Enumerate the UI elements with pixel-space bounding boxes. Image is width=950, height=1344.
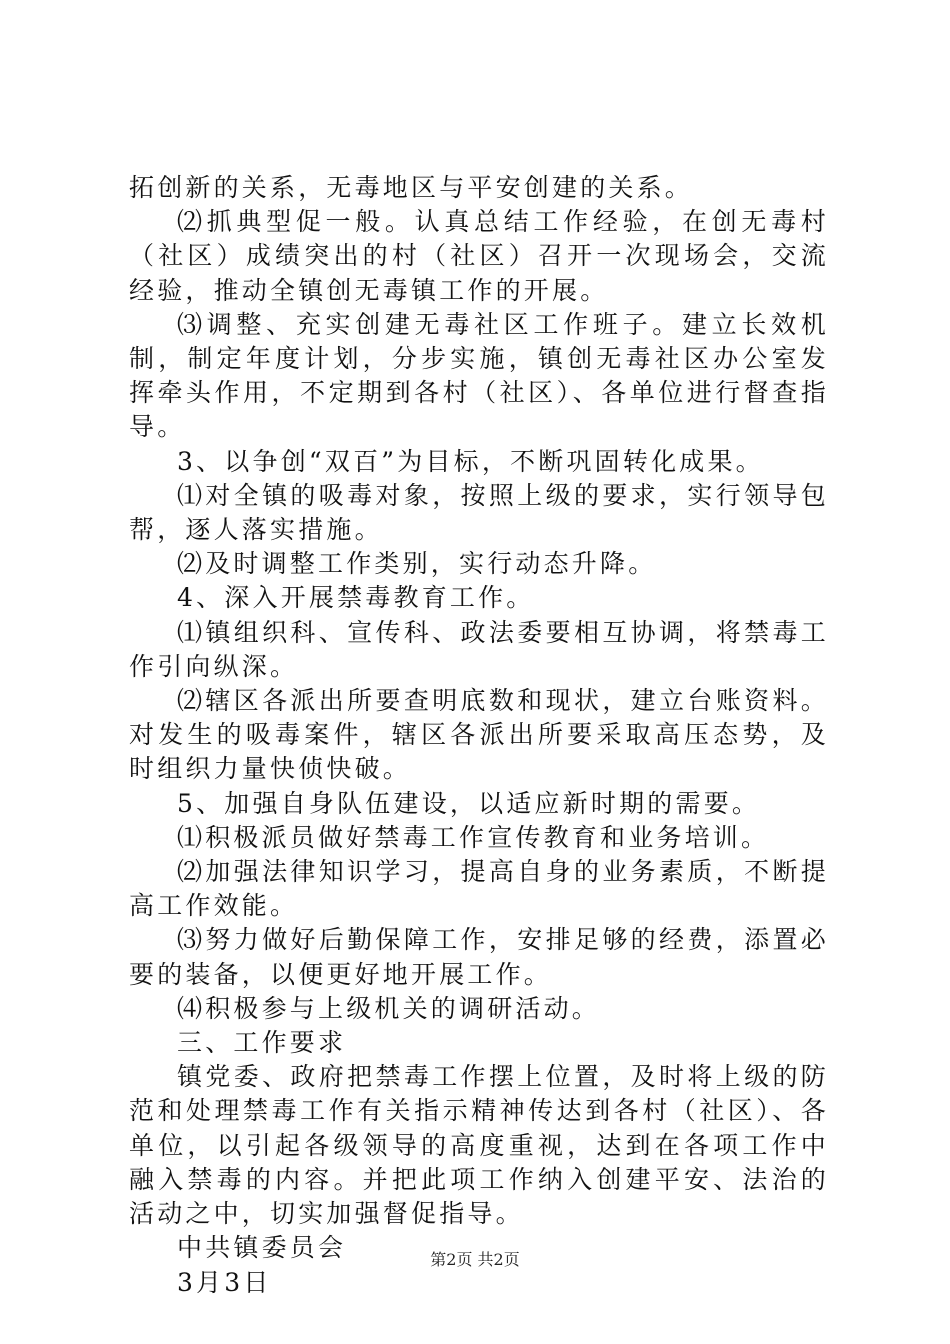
paragraph-item: ⑴对全镇的吸毒对象，按照上级的要求，实行领导包帮，逐人落实措施。 bbox=[129, 480, 829, 545]
paragraph-item: ⑵抓典型促一般。认真总结工作经验，在创无毒村（社区）成绩突出的村（社区）召开一次现场会，交流经验，推动全镇创无毒镇工作的开展。 bbox=[129, 207, 829, 305]
signature-date: 3月3日 bbox=[177, 1267, 272, 1297]
paragraph-item: ⑵辖区各派出所要查明底数和现状，建立台账资料。对发生的吸毒案件，辖区各派出所要采取高压态势，及时组织力量快侦快破。 bbox=[129, 686, 829, 784]
paragraph-item: ⑴积极派员做好禁毒工作宣传教育和业务培训。 bbox=[177, 822, 770, 852]
section-heading: 3、以争创“双百”为目标，不断巩固转化成果。 bbox=[177, 446, 764, 476]
paragraph-item: ⑴镇组织科、宣传科、政法委要相互协调，将禁毒工作引向纵深。 bbox=[129, 617, 829, 681]
section-heading: 5、加强自身队伍建设，以适应新时期的需要。 bbox=[177, 788, 761, 818]
paragraph-body: 镇党委、政府把禁毒工作摆上位置，及时将上级的防范和处理禁毒工作有关指示精神传达到各村（社区）、各单位，以引起各级领导的高度重视，达到在各项工作中融入禁毒的内容。并把此项工作纳入创建平安、法治的活动之中，切实加强督促指导。 bbox=[129, 1062, 829, 1229]
paragraph-continuation: 拓创新的关系，无毒地区与平安创建的关系。 bbox=[129, 173, 694, 202]
chapter-heading: 三、工作要求 bbox=[177, 1028, 347, 1058]
paragraph-item: ⑷积极参与上级机关的调研活动。 bbox=[177, 993, 601, 1023]
paragraph-item: ⑶调整、充实创建无毒社区工作班子。建立长效机制，制定年度计划，分步实施，镇创无毒社区办公室发挥牵头作用，不定期到各村（社区）、各单位进行督查指导。 bbox=[129, 309, 829, 442]
document-body bbox=[129, 171, 829, 1300]
signature-organization: 中共镇委员会 bbox=[177, 1233, 347, 1263]
paragraph-item: ⑵加强法律知识学习，提高自身的业务素质，不断提高工作效能。 bbox=[129, 857, 829, 921]
paragraph-item: ⑵及时调整工作类别，实行动态升降。 bbox=[177, 549, 657, 579]
section-heading: 4、深入开展禁毒教育工作。 bbox=[177, 583, 535, 613]
page-number-footer: 第2页 共2页 bbox=[430, 1250, 520, 1269]
paragraph-item: ⑶努力做好后勤保障工作，安排足够的经费，添置必要的装备，以便更好地开展工作。 bbox=[129, 925, 829, 989]
